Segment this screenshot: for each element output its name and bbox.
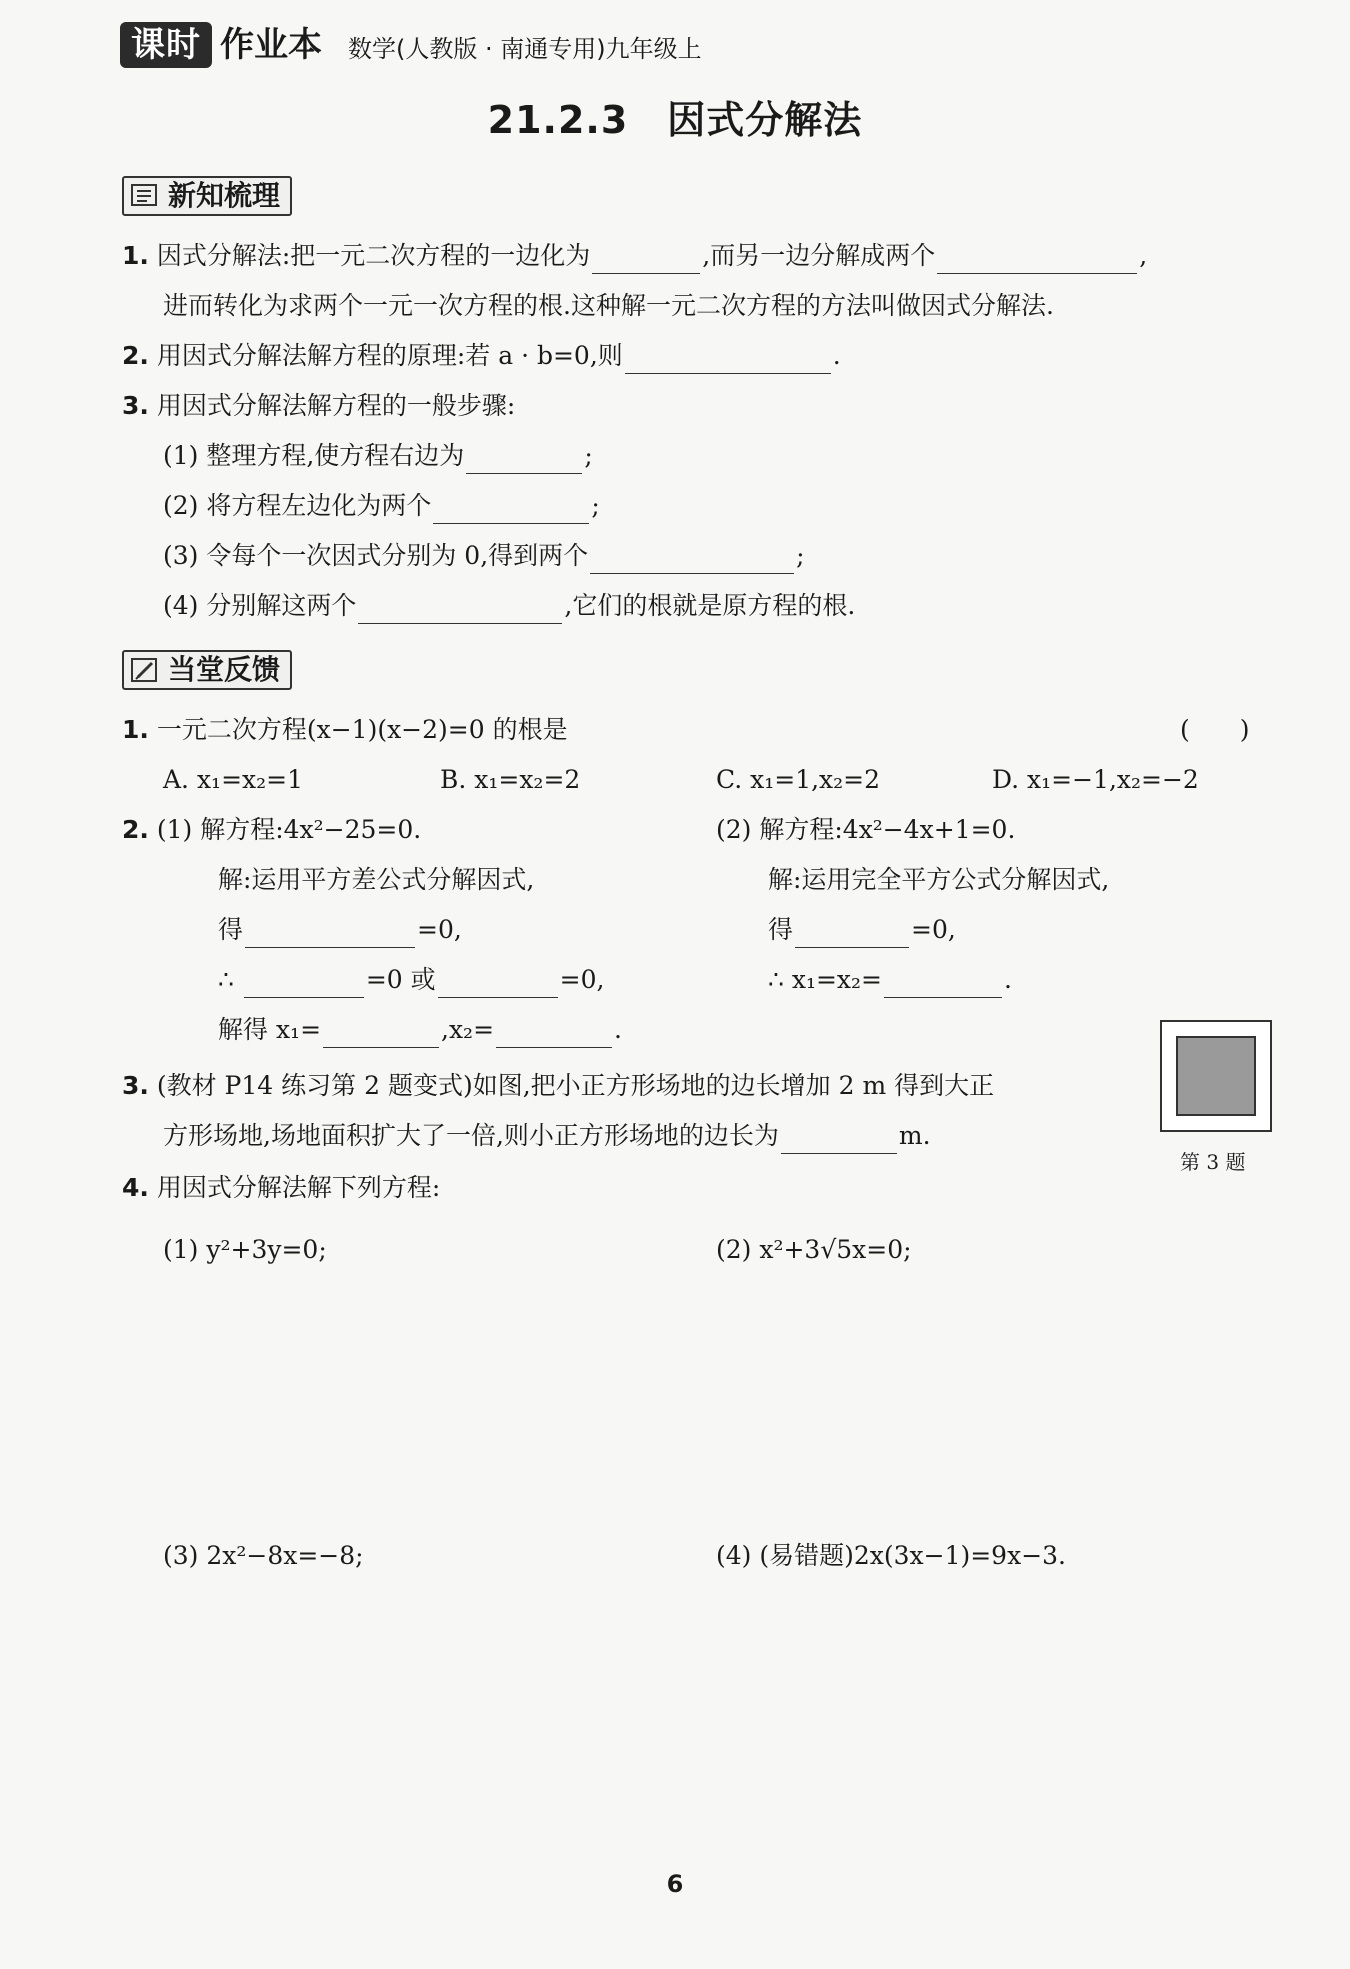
step-2	[163, 488, 600, 524]
question-number: 3.	[122, 1071, 149, 1100]
solution-text: .	[614, 1015, 622, 1044]
question-3	[122, 388, 515, 424]
answer-parentheses[interactable]: ( )	[1180, 715, 1250, 744]
solution-text: =0,	[417, 915, 462, 944]
feedback-question-3	[122, 1068, 994, 1104]
solution-line: 解:运用完全平方公式分解因式,	[768, 865, 1110, 894]
square-figure	[1160, 1020, 1272, 1132]
section-label: 当堂反馈	[168, 653, 281, 686]
figure-caption: 第 3 题	[1180, 1150, 1246, 1174]
solution-text: =0 或	[365, 965, 436, 994]
logo: 课时	[120, 22, 212, 68]
step-text: (3) 令每个一次因式分别为 0,得到两个	[163, 541, 589, 570]
section-badge-new-knowledge	[122, 176, 292, 216]
option-c[interactable]: C. x₁=1,x₂=2	[716, 765, 881, 794]
answer-blank[interactable]	[592, 246, 700, 274]
step-4	[163, 588, 855, 624]
feedback-question-4	[122, 1170, 440, 1206]
feedback-question-2-right-title: (2) 解方程:4x²−4x+1=0.	[716, 815, 1016, 844]
solution-line: 解:运用平方差公式分解因式,	[218, 865, 535, 894]
feedback-question-1	[122, 712, 568, 748]
sub-problem-2: (2) x²+3√5x=0;	[716, 1235, 912, 1264]
feedback-question-2-left-title	[122, 812, 421, 848]
question-text: (1) 解方程:4x²−25=0.	[156, 815, 422, 844]
solution-text: ∴ x₁=x₂=	[768, 965, 882, 994]
question-text: (教材 P14 练习第 2 题变式)如图,把小正方形场地的边长增加 2 m 得到大正	[156, 1071, 995, 1100]
step-text: (1) 整理方程,使方程右边为	[163, 441, 465, 470]
step-text: ;	[591, 491, 600, 520]
question-text: .	[832, 341, 841, 370]
sub-problem-4: (4) (易错题)2x(3x−1)=9x−3.	[716, 1541, 1066, 1570]
section-label: 新知梳理	[168, 179, 281, 212]
feedback-question-3-continued	[163, 1118, 931, 1154]
therefore-symbol: ∴	[218, 965, 234, 994]
answer-blank[interactable]	[466, 446, 582, 474]
answer-blank[interactable]	[590, 546, 794, 574]
question-number: 3.	[122, 391, 149, 420]
question-text: 方形场地,场地面积扩大了一倍,则小正方形场地的边长为	[163, 1121, 779, 1150]
page-number: 6	[666, 1870, 684, 1898]
inner-square	[1176, 1036, 1256, 1116]
answer-blank[interactable]	[245, 920, 415, 948]
solution-text: .	[1004, 965, 1012, 994]
question-text: 用因式分解法解下列方程:	[156, 1173, 441, 1202]
question-text: 一元二次方程(x−1)(x−2)=0 的根是	[156, 715, 568, 744]
solution-line	[218, 962, 604, 998]
subject-info: 数学(人教版 · 南通专用)九年级上	[348, 35, 702, 63]
question-1-continued: 进而转化为求两个一元一次方程的根.这种解一元二次方程的方法叫做因式分解法.	[163, 291, 1054, 320]
book-icon	[130, 182, 160, 210]
solution-line	[768, 912, 956, 948]
step-3	[163, 538, 805, 574]
solution-text: 得	[768, 915, 794, 944]
question-text: 因式分解法:把一元二次方程的一边化为	[156, 241, 591, 270]
question-text: ,	[1139, 241, 1148, 270]
question-number: 1.	[122, 241, 149, 270]
step-text: (4) 分别解这两个	[163, 591, 357, 620]
question-2	[122, 338, 841, 374]
option-d[interactable]: D. x₁=−1,x₂=−2	[992, 765, 1199, 794]
pencil-icon	[130, 656, 160, 684]
answer-blank[interactable]	[433, 496, 589, 524]
question-number: 2.	[122, 341, 149, 370]
brand-title: 作业本	[220, 25, 322, 65]
solution-text: 得	[218, 915, 244, 944]
question-1	[122, 238, 1147, 274]
page-title: 21.2.3 因式分解法	[487, 98, 863, 142]
question-number: 4.	[122, 1173, 149, 1202]
sub-problem-1: (1) y²+3y=0;	[163, 1235, 327, 1264]
answer-blank[interactable]	[795, 920, 909, 948]
step-text: (2) 将方程左边化为两个	[163, 491, 432, 520]
answer-blank[interactable]	[358, 596, 562, 624]
step-text: ,它们的根就是原方程的根.	[564, 591, 856, 620]
answer-blank[interactable]	[244, 970, 364, 998]
step-text: ;	[796, 541, 805, 570]
answer-blank[interactable]	[438, 970, 558, 998]
question-text: ,而另一边分解成两个	[702, 241, 936, 270]
solution-line	[218, 1012, 622, 1048]
section-badge-class-feedback	[122, 650, 292, 690]
solution-text: =0,	[911, 915, 956, 944]
answer-blank[interactable]	[937, 246, 1137, 274]
question-number: 1.	[122, 715, 149, 744]
answer-blank[interactable]	[781, 1126, 897, 1154]
question-number: 2.	[122, 815, 149, 844]
option-b[interactable]: B. x₁=x₂=2	[440, 765, 581, 794]
question-text: 用因式分解法解方程的原理:若 a · b=0,则	[156, 341, 623, 370]
question-text: 用因式分解法解方程的一般步骤:	[156, 391, 516, 420]
answer-blank[interactable]	[496, 1020, 612, 1048]
solution-line	[218, 912, 462, 948]
solution-line	[768, 962, 1012, 998]
answer-blank[interactable]	[625, 346, 831, 374]
step-1	[163, 438, 593, 474]
solution-text: =0,	[559, 965, 605, 994]
answer-blank[interactable]	[884, 970, 1002, 998]
answer-blank[interactable]	[323, 1020, 439, 1048]
option-a[interactable]: A. x₁=x₂=1	[163, 765, 303, 794]
solution-text: ,x₂=	[441, 1015, 495, 1044]
solution-text: 解得 x₁=	[218, 1015, 322, 1044]
question-text: m.	[898, 1121, 931, 1150]
sub-problem-3: (3) 2x²−8x=−8;	[163, 1541, 364, 1570]
step-text: ;	[584, 441, 593, 470]
